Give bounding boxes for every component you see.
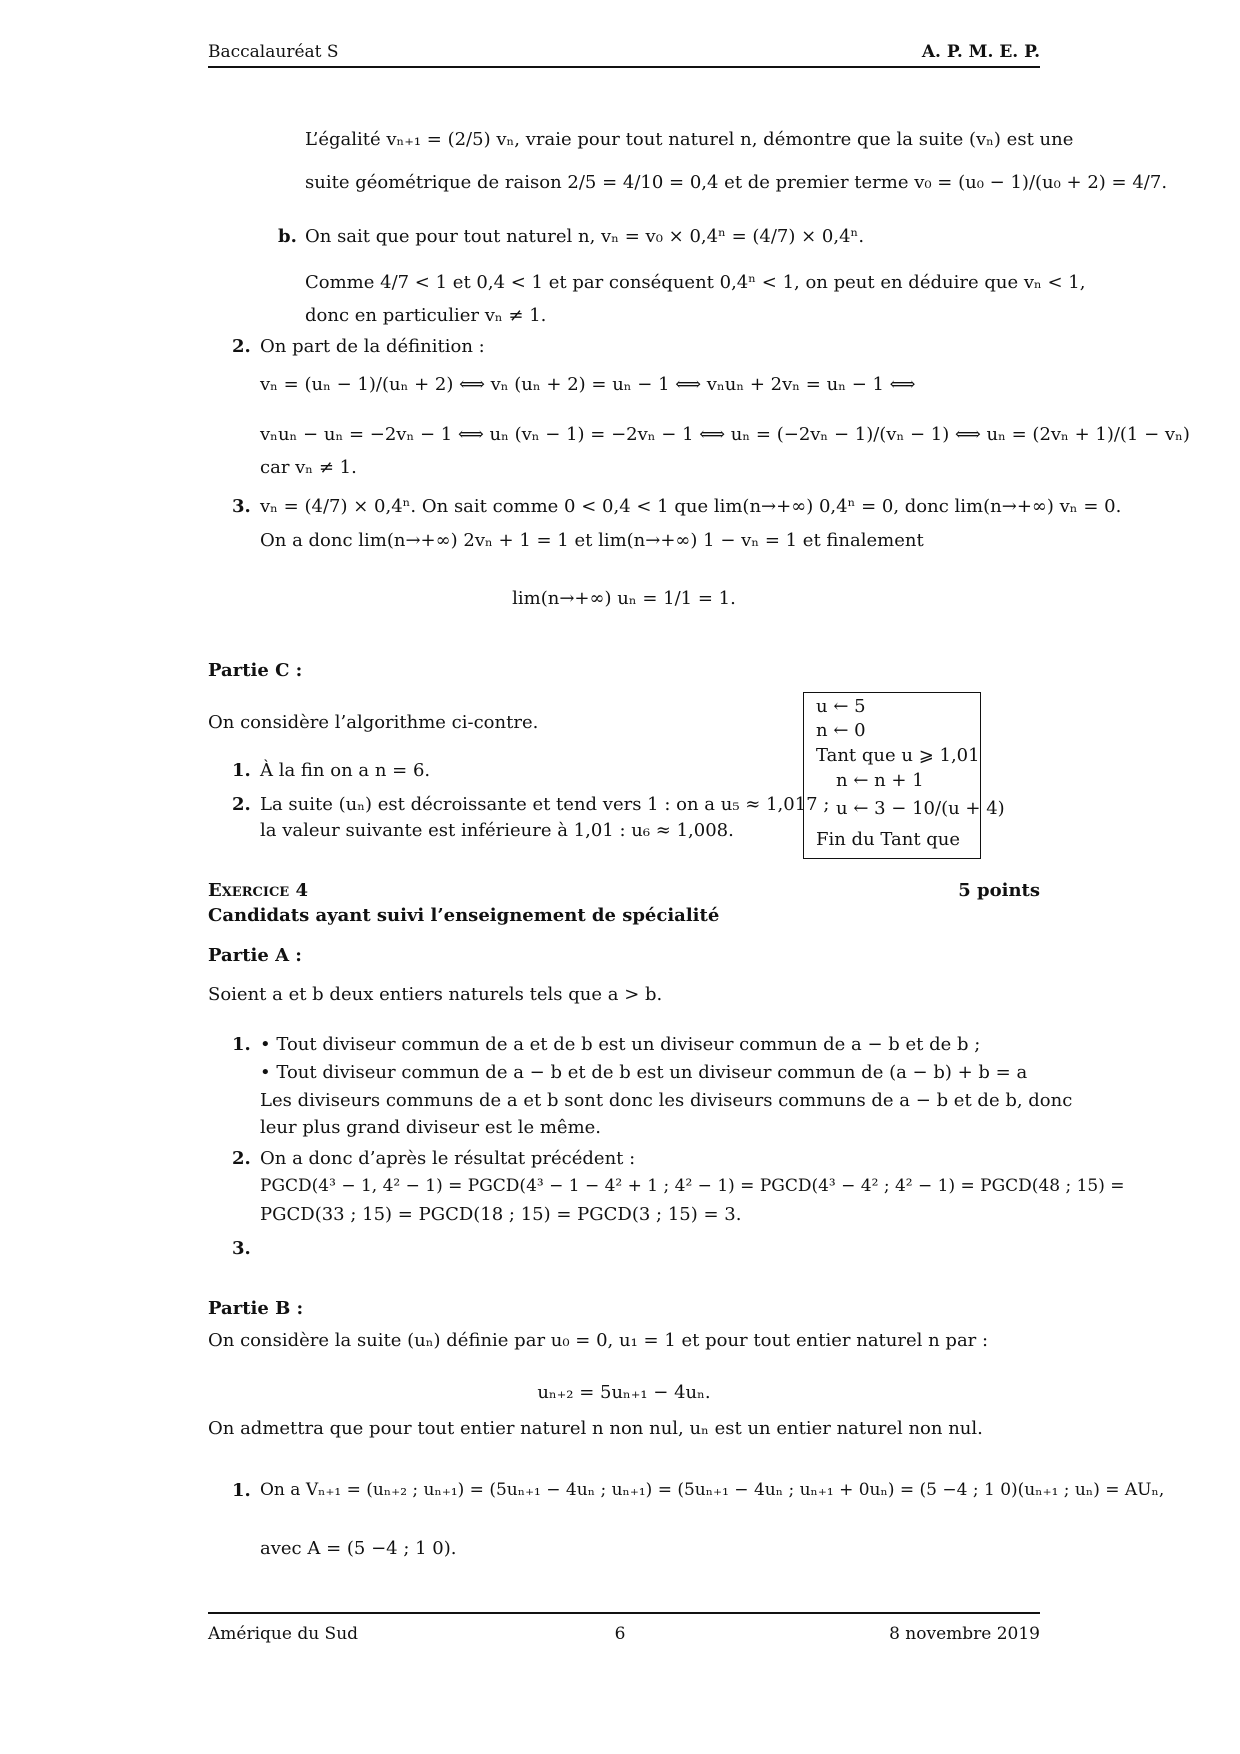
partA-q2-line-3: PGCD(33 ; 15) = PGCD(18 ; 15) = PGCD(3 ; 15) = 3. xyxy=(260,1204,742,1225)
exercise-points: 5 points xyxy=(958,880,1040,901)
item-b-line-3: donc en particulier vₙ ≠ 1. xyxy=(305,305,547,326)
item-b-line-2: Comme 4/7 < 1 et 0,4 < 1 et par conséquent 0,4ⁿ < 1, on peut en déduire que vₙ < 1, xyxy=(305,272,1086,293)
partA-q1-bullet-2: • Tout diviseur commun de a − b et de b est un diviseur commun de (a − b) + b = a xyxy=(260,1062,1028,1083)
q3-line-1: vₙ = (4/7) × 0,4ⁿ. On sait comme 0 < 0,4 < 1 que lim(n→+∞) 0,4ⁿ = 0, donc lim(n→+∞) vₙ = 0. xyxy=(260,496,1122,517)
partA-q1-line-4: leur plus grand diviseur est le même. xyxy=(260,1117,602,1138)
q2-label: 2. xyxy=(232,336,251,357)
algo-line: Fin du Tant que xyxy=(816,829,961,850)
q3-line-3: lim(n→+∞) uₙ = 1/1 = 1. xyxy=(512,588,736,609)
partB-recurrence: uₙ₊₂ = 5uₙ₊₁ − 4uₙ. xyxy=(537,1382,711,1403)
partB-q1-line-1: On a Vₙ₊₁ = (uₙ₊₂ ; uₙ₊₁) = (5uₙ₊₁ − 4uₙ ; uₙ₊₁) = (5uₙ₊₁ − 4uₙ ; uₙ₊₁ + 0uₙ) = (5 −4 ; 1 0)(uₙ₊₁ ; uₙ) = AUₙ, xyxy=(260,1480,1165,1500)
footer-right: 8 novembre 2019 xyxy=(889,1624,1040,1644)
geom-line-1: L’égalité vₙ₊₁ = (2/5) vₙ, vraie pour tout naturel n, démontre que la suite (vₙ) est une xyxy=(305,129,1074,150)
item-b-line-1: On sait que pour tout naturel n, vₙ = v₀ × 0,4ⁿ = (4/7) × 0,4ⁿ. xyxy=(305,226,865,247)
q3-line-2: On a donc lim(n→+∞) 2vₙ + 1 = 1 et lim(n→+∞) 1 − vₙ = 1 et finalement xyxy=(260,530,924,551)
exercise-subtitle: Candidats ayant suivi l’enseignement de spécialité xyxy=(208,905,720,926)
q2-line-1: On part de la définition : xyxy=(260,336,485,357)
partA-q2-line-1: On a donc d’après le résultat précédent : xyxy=(260,1148,636,1169)
geom-line-2: suite géométrique de raison 2/5 = 4/10 = 0,4 et de premier terme v₀ = (u₀ − 1)/(u₀ + 2) = 4/7. xyxy=(305,172,1168,193)
partC-q1: À la fin on a n = 6. xyxy=(260,760,431,781)
page-number: 6 xyxy=(614,1624,626,1644)
partA-q1-label: 1. xyxy=(232,1034,251,1055)
partB-q1-label: 1. xyxy=(232,1480,251,1501)
partB-q1-line-2: avec A = (5 −4 ; 1 0). xyxy=(260,1538,457,1559)
q3-label: 3. xyxy=(232,496,251,517)
exercise-title: Exercice 4 xyxy=(208,880,308,901)
partB-title: Partie B : xyxy=(208,1298,304,1319)
header-right: A. P. M. E. P. xyxy=(921,42,1040,62)
algo-line: n ← n + 1 xyxy=(836,770,924,791)
q2-line-2: vₙ = (uₙ − 1)/(uₙ + 2) ⟺ vₙ (uₙ + 2) = uₙ − 1 ⟺ vₙuₙ + 2vₙ = uₙ − 1 ⟺ xyxy=(260,374,916,395)
partC-intro: On considère l’algorithme ci-contre. xyxy=(208,712,539,733)
algo-line: n ← 0 xyxy=(816,720,866,741)
algorithm-box xyxy=(803,692,1005,859)
header-left: Baccalauréat S xyxy=(208,42,339,62)
item-b-label: b. xyxy=(278,226,297,247)
partC-q2-label: 2. xyxy=(232,794,251,815)
partA-q3-label: 3. xyxy=(232,1238,251,1259)
partA-q2-label: 2. xyxy=(232,1148,251,1169)
algo-line: u ← 3 − 10/(u + 4) xyxy=(836,798,1005,819)
partC-q2-line-1: La suite (uₙ) est décroissante et tend vers 1 : on a u₅ ≈ 1,017 ; xyxy=(260,794,830,815)
q2-line-4: car vₙ ≠ 1. xyxy=(260,457,357,478)
partC-title: Partie C : xyxy=(208,660,303,681)
partA-q1-line-3: Les diviseurs communs de a et b sont donc les diviseurs communs de a − b et de b, donc xyxy=(260,1090,1073,1111)
algo-line: Tant que u ⩾ 1,01 xyxy=(816,745,980,766)
algo-line: u ← 5 xyxy=(816,696,866,717)
partA-title: Partie A : xyxy=(208,945,302,966)
partB-intro: On considère la suite (uₙ) définie par u₀ = 0, u₁ = 1 et pour tout entier naturel n par : xyxy=(208,1330,989,1351)
partA-q1-bullet-1: • Tout diviseur commun de a et de b est un diviseur commun de a − b et de b ; xyxy=(260,1034,981,1055)
partA-intro: Soient a et b deux entiers naturels tels que a > b. xyxy=(208,984,663,1005)
footer-left: Amérique du Sud xyxy=(208,1624,359,1644)
partC-q1-label: 1. xyxy=(232,760,251,781)
partB-admit: On admettra que pour tout entier naturel n non nul, uₙ est un entier naturel non nul. xyxy=(208,1418,983,1439)
header-rule xyxy=(208,66,1040,68)
q2-line-3: vₙuₙ − uₙ = −2vₙ − 1 ⟺ uₙ (vₙ − 1) = −2vₙ − 1 ⟺ uₙ = (−2vₙ − 1)/(vₙ − 1) ⟺ uₙ = (2vₙ + 1)/(1 − vₙ) xyxy=(260,424,1190,445)
footer-rule xyxy=(208,1612,1040,1614)
partA-q2-line-2: PGCD(4³ − 1, 4² − 1) = PGCD(4³ − 1 − 4² + 1 ; 4² − 1) = PGCD(4³ − 4² ; 4² − 1) = PGCD(48 ; 15) = xyxy=(260,1176,1125,1196)
partC-q2-line-2: la valeur suivante est inférieure à 1,01 : u₆ ≈ 1,008. xyxy=(260,820,734,841)
